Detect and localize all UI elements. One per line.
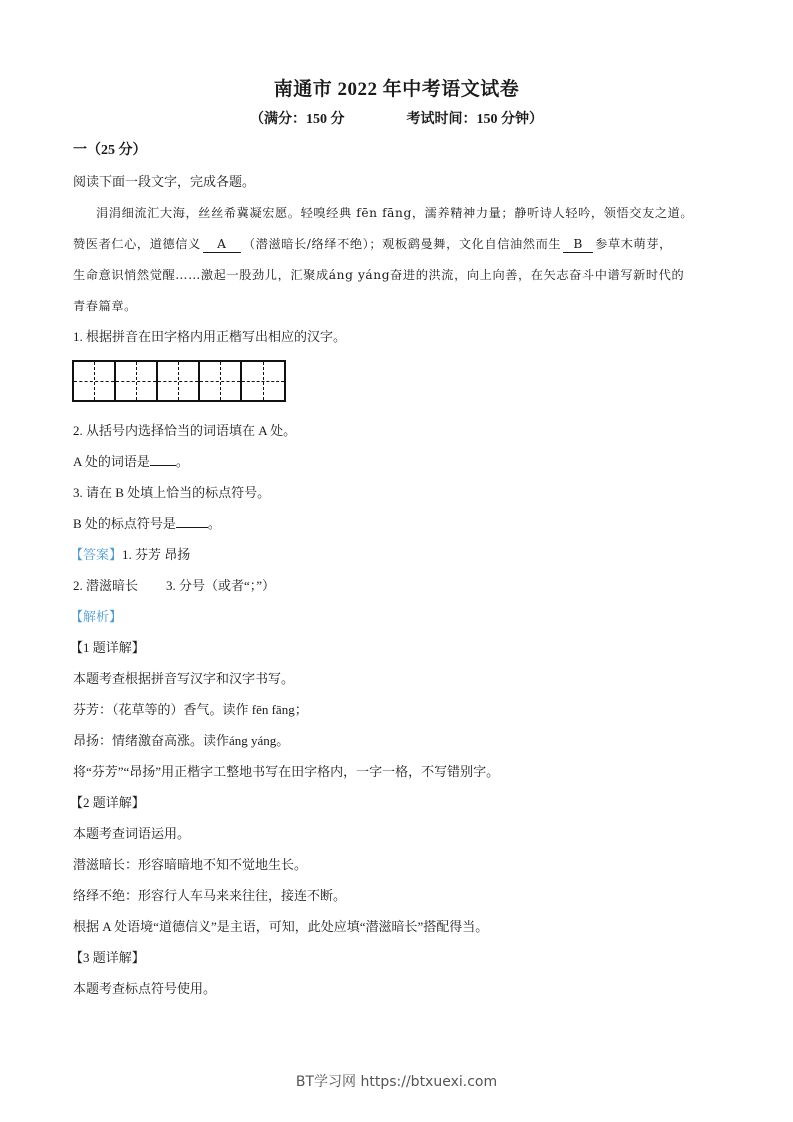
passage-line-3: 生命意识悄然觉醒……激起一股劲儿，汇聚成áng yáng奋进的洪流，向上向善，在矢志奋斗中谱写新时代的 xyxy=(73,268,685,282)
answer-blank-a[interactable] xyxy=(150,453,176,466)
grid-cell[interactable] xyxy=(242,362,284,400)
q1-detail-line: 昂扬：情绪激奋高涨。读作áng yáng。 xyxy=(73,733,290,748)
analysis-tag: 【解析】 xyxy=(70,609,123,624)
q1-detail-line: 本题考查根据拼音写汉字和汉字书写。 xyxy=(73,671,295,686)
document-subtitle xyxy=(0,108,793,128)
question-1: 1. 根据拼音在田字格内用正楷写出相应的汉字。 xyxy=(73,329,347,344)
prompt-text: B 处的标点符号是 xyxy=(73,516,176,531)
prompt-text: 。 xyxy=(175,454,189,469)
question-3-answer-prompt xyxy=(73,515,221,533)
passage-line-4: 青春篇章。 xyxy=(73,299,137,313)
q2-detail-line: 络绎不绝：形容行人车马来来往往，接连不断。 xyxy=(73,888,347,903)
passage-line-2 xyxy=(73,235,672,253)
grid-cell[interactable] xyxy=(74,362,116,400)
grid-cell[interactable] xyxy=(200,362,242,400)
question-3: 3. 请在 B 处填上恰当的标点符号。 xyxy=(73,485,271,500)
blank-a: A xyxy=(203,237,241,253)
full-score: （满分：150 分 xyxy=(250,112,345,127)
q2-detail-heading: 【2 题详解】 xyxy=(70,795,145,810)
document-title: 南通市 2022 年中考语文试卷 xyxy=(273,79,520,100)
q2-detail-line: 本题考查词语运用。 xyxy=(73,826,191,841)
section-heading: 一（25 分） xyxy=(73,143,147,158)
question-2: 2. 从括号内选择恰当的词语填在 A 处。 xyxy=(73,423,297,438)
instruction: 阅读下面一段文字，完成各题。 xyxy=(73,174,256,189)
footer-watermark: BT学习网 https://btxuexi.com xyxy=(295,1074,498,1090)
passage-text: 参草木萌芽， xyxy=(595,237,672,251)
passage-line-1: 涓涓细流汇大海，丝丝希冀凝宏愿。轻嗅经典 fēn fāng，濡养精神力量；静听诗人轻吟，领悟交友之道。 xyxy=(96,206,694,220)
grid-cell[interactable] xyxy=(158,362,200,400)
q1-detail-line: 芬芳：（花草等的）香气。读作 fēn fāng； xyxy=(73,702,308,717)
answer-line-1 xyxy=(70,546,190,564)
answer-line-2 xyxy=(73,577,275,595)
passage-text: 赞医者仁心，道德信义 xyxy=(73,237,201,251)
q1-detail-line: 将“芬芳”“昂扬”用正楷字工整地书写在田字格内，一字一格，不写错别字。 xyxy=(73,764,500,779)
prompt-text: A 处的词语是 xyxy=(73,454,150,469)
tianzige-grid xyxy=(72,360,286,402)
question-2-answer-prompt xyxy=(73,453,189,471)
blank-b: B xyxy=(563,237,593,253)
prompt-text: 。 xyxy=(207,516,221,531)
q3-detail-heading: 【3 题详解】 xyxy=(70,950,145,965)
q1-detail-heading: 【1 题详解】 xyxy=(70,640,145,655)
answer-text: 2. 潜滋暗长 xyxy=(73,578,139,593)
q3-detail-line: 本题考查标点符号使用。 xyxy=(73,981,217,996)
q2-detail-line: 潜滋暗长：形容暗暗地不知不觉地生长。 xyxy=(73,857,308,872)
exam-time: 考试时间：150 分钟） xyxy=(406,112,543,127)
answer-text: 3. 分号（或者“；”） xyxy=(166,578,276,593)
grid-cell[interactable] xyxy=(116,362,158,400)
q2-detail-line: 根据 A 处语境“道德信义”是主语，可知，此处应填“潜滋暗长”搭配得当。 xyxy=(73,919,489,934)
passage-text: （潜滋暗长/络绎不绝）；观板鹞曼舞，文化自信油然而生 xyxy=(242,237,562,251)
answer-text: 1. 芬芳 昂扬 xyxy=(122,547,191,562)
answer-tag: 【答案】 xyxy=(70,547,123,562)
answer-blank-b[interactable] xyxy=(176,515,208,528)
